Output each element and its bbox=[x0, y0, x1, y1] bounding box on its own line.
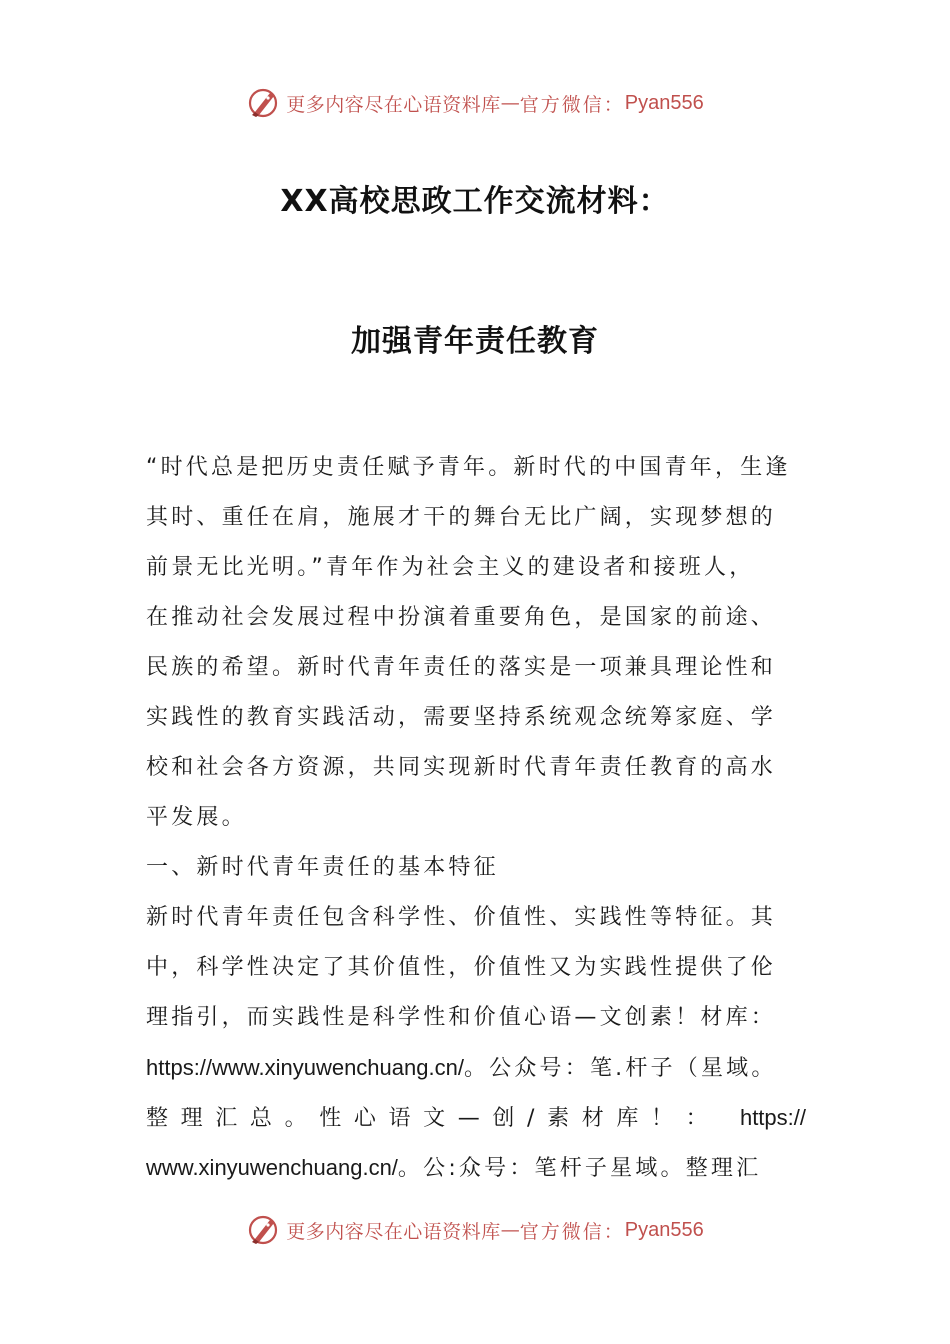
url-line-text: 。公:众号：笔杆子星域。整理汇 bbox=[397, 1156, 762, 1181]
banner-text: 更多内容尽在心语资料库 bbox=[286, 93, 501, 116]
paragraph-line: 在推动社会发展过程中扮演着重要角色，是国家的前途、 bbox=[146, 605, 777, 630]
website-link[interactable]: https://www.xinyuwenchuang.cn/ bbox=[146, 1055, 464, 1080]
document-title-line-2: 加强青年责任教育 bbox=[351, 324, 599, 359]
paragraph-line: 前景无比光明。”青年作为社会主义的建设者和接班人， bbox=[146, 555, 755, 580]
paragraph-line: 平发展。 bbox=[146, 805, 247, 830]
website-link-end[interactable]: www.xinyuwenchuang.cn/ bbox=[146, 1155, 398, 1180]
paragraph-line: 校和社会各方资源，共同实现新时代青年责任教育的高水 bbox=[146, 755, 777, 780]
banner-account: Pyan556 bbox=[624, 91, 704, 114]
paragraph-line: 实践性的教育实践活动，需要坚持系统观念统筹家庭、学 bbox=[146, 705, 777, 730]
url-line bbox=[146, 1146, 806, 1196]
pen-nib-logo-icon bbox=[246, 1212, 282, 1248]
banner-account: Pyan556 bbox=[624, 1218, 704, 1241]
section-heading: 一、新时代青年责任的基本特征 bbox=[146, 855, 499, 880]
document-title-line-1: XX高校思政工作交流材料： bbox=[280, 184, 670, 219]
paragraph-line: 其时、重任在肩，施展才干的舞台无比广阔，实现梦想的 bbox=[146, 505, 777, 530]
paragraph-line: 民族的希望。新时代青年责任的落实是一项兼具理论性和 bbox=[146, 655, 777, 680]
pen-nib-logo-icon bbox=[246, 85, 282, 121]
banner-text: 更多内容尽在心语资料库 bbox=[286, 1220, 501, 1243]
paragraph-line: 中，科学性决定了其价值性，价值性又为实践性提供了伦 bbox=[146, 955, 777, 980]
justified-line-text: 整理汇总。性心语文—创/素材库！： bbox=[146, 1106, 721, 1131]
banner-dash: — bbox=[500, 92, 520, 114]
paragraph-line: 新时代青年责任包含科学性、价值性、实践性等特征。其 bbox=[146, 905, 777, 930]
paragraph-line: 理指引，而实践性是科学性和价值心语—文创素！材库： bbox=[146, 1005, 777, 1030]
justified-line bbox=[146, 1096, 806, 1146]
url-line bbox=[146, 1046, 806, 1096]
banner-dash: — bbox=[500, 1219, 520, 1241]
website-link-start[interactable]: https:// bbox=[739, 1105, 806, 1130]
header-banner bbox=[0, 83, 950, 123]
document-body bbox=[146, 446, 806, 1196]
paragraph-line: “时代总是把历史责任赋予青年。新时代的中国青年，生逢 bbox=[146, 455, 791, 480]
banner-brand: 官方微信： bbox=[519, 93, 625, 116]
banner-brand: 官方微信： bbox=[519, 1220, 625, 1243]
url-line-text: 。公众号：笔.杆子（星域。 bbox=[463, 1056, 777, 1081]
footer-banner bbox=[0, 1210, 950, 1250]
